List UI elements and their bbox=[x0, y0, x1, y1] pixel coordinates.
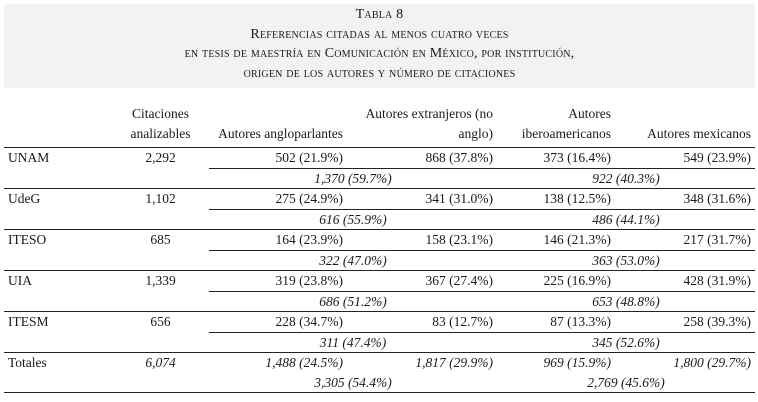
caption-line: Referencias citadas al menos cuatro veces bbox=[250, 26, 509, 42]
subtotal-row bbox=[4, 169, 755, 189]
mexicanos-value: 428 (31.9%) bbox=[615, 271, 755, 292]
citaciones-value: 685 bbox=[112, 230, 209, 251]
latin-subtotal: 345 (52.6%) bbox=[497, 333, 755, 353]
mexicanos-value: 217 (31.7%) bbox=[615, 230, 755, 251]
foreign-grand-subtotal: 3,305 (54.4%) bbox=[209, 373, 497, 393]
extranjeros-value: 341 (31.0%) bbox=[347, 189, 497, 210]
extranjeros-value: 83 (12.7%) bbox=[347, 312, 497, 333]
caption-line: origen de los autores y número de citaciones bbox=[243, 65, 516, 81]
anglo-value: 502 (21.9%) bbox=[275, 150, 343, 165]
anglo-value: 164 (23.9%) bbox=[209, 230, 347, 251]
ibero-total: 969 (15.9%) bbox=[497, 353, 615, 374]
foreign-subtotal: 616 (55.9%) bbox=[209, 210, 497, 230]
header-anglo: Autores angloparlantes bbox=[209, 104, 347, 148]
anglo-total: 1,488 (24.5%) bbox=[209, 353, 347, 374]
extranjeros-value: 158 (23.1%) bbox=[347, 230, 497, 251]
institution-name: UIA bbox=[4, 271, 112, 292]
totals-label: Totales bbox=[4, 353, 112, 374]
citaciones-total: 6,074 bbox=[112, 353, 209, 374]
citations-table bbox=[4, 104, 755, 393]
latin-subtotal: 486 (44.1%) bbox=[497, 210, 755, 230]
table-row bbox=[4, 312, 755, 333]
subtotal-row bbox=[4, 210, 755, 230]
subtotal-row bbox=[4, 292, 755, 312]
header-row bbox=[4, 104, 755, 148]
ibero-value: 373 (16.4%) bbox=[543, 150, 611, 165]
citaciones-value: 656 bbox=[112, 312, 209, 333]
caption-line: en tesis de maestría en Comunicación en México, por institución, bbox=[184, 46, 575, 61]
header-citaciones: Citaciones analizables bbox=[112, 104, 209, 148]
caption-title: Tabla 8 bbox=[355, 7, 404, 22]
foreign-subtotal: 1,370 (59.7%) bbox=[209, 169, 497, 189]
table-row bbox=[4, 189, 755, 210]
ibero-value: 87 (13.3%) bbox=[497, 312, 615, 333]
institution-name: UdeG bbox=[4, 189, 112, 210]
totals-row bbox=[4, 353, 755, 374]
foreign-subtotal: 686 (51.2%) bbox=[209, 292, 497, 312]
subtotal-row bbox=[4, 251, 755, 271]
foreign-subtotal: 311 (47.4%) bbox=[209, 333, 497, 353]
mexicanos-value: 258 (39.3%) bbox=[615, 312, 755, 333]
anglo-value: 228 (34.7%) bbox=[209, 312, 347, 333]
citaciones-value: 1,339 bbox=[112, 271, 209, 292]
anglo-value: 319 (23.8%) bbox=[209, 271, 347, 292]
extranjeros-total: 1,817 (29.9%) bbox=[347, 353, 497, 374]
citaciones-value: 1,102 bbox=[112, 189, 209, 210]
foreign-subtotal: 322 (47.0%) bbox=[209, 251, 497, 271]
institution-name: UNAM bbox=[8, 150, 50, 166]
ibero-value: 138 (12.5%) bbox=[497, 189, 615, 210]
extranjeros-value: 868 (37.8%) bbox=[425, 150, 493, 165]
anglo-value: 275 (24.9%) bbox=[209, 189, 347, 210]
institution-name: ITESM bbox=[4, 312, 112, 333]
totals-subtotal-row bbox=[4, 373, 755, 393]
extranjeros-value: 367 (27.4%) bbox=[347, 271, 497, 292]
header-institution bbox=[4, 104, 112, 148]
ibero-value: 146 (21.3%) bbox=[497, 230, 615, 251]
ibero-value: 225 (16.9%) bbox=[497, 271, 615, 292]
mexicanos-total: 1,800 (29.7%) bbox=[615, 353, 755, 374]
institution-name: ITESO bbox=[4, 230, 112, 251]
subtotal-row bbox=[4, 333, 755, 353]
citaciones-value: 2,292 bbox=[145, 150, 176, 166]
header-ibero: Autores iberoamericanos bbox=[497, 104, 615, 148]
table-row bbox=[4, 230, 755, 251]
table-caption bbox=[4, 4, 755, 88]
table-row bbox=[4, 148, 755, 169]
header-extranjeros: Autores extranjeros (no anglo) bbox=[347, 104, 497, 148]
table-row bbox=[4, 271, 755, 292]
header-mexicanos: Autores mexicanos bbox=[615, 104, 755, 148]
mexicanos-value: 348 (31.6%) bbox=[615, 189, 755, 210]
latin-grand-subtotal: 2,769 (45.6%) bbox=[497, 373, 755, 393]
latin-subtotal: 363 (53.0%) bbox=[497, 251, 755, 271]
latin-subtotal: 653 (48.8%) bbox=[497, 292, 755, 312]
latin-subtotal: 922 (40.3%) bbox=[497, 169, 755, 189]
mexicanos-value: 549 (23.9%) bbox=[683, 150, 751, 165]
